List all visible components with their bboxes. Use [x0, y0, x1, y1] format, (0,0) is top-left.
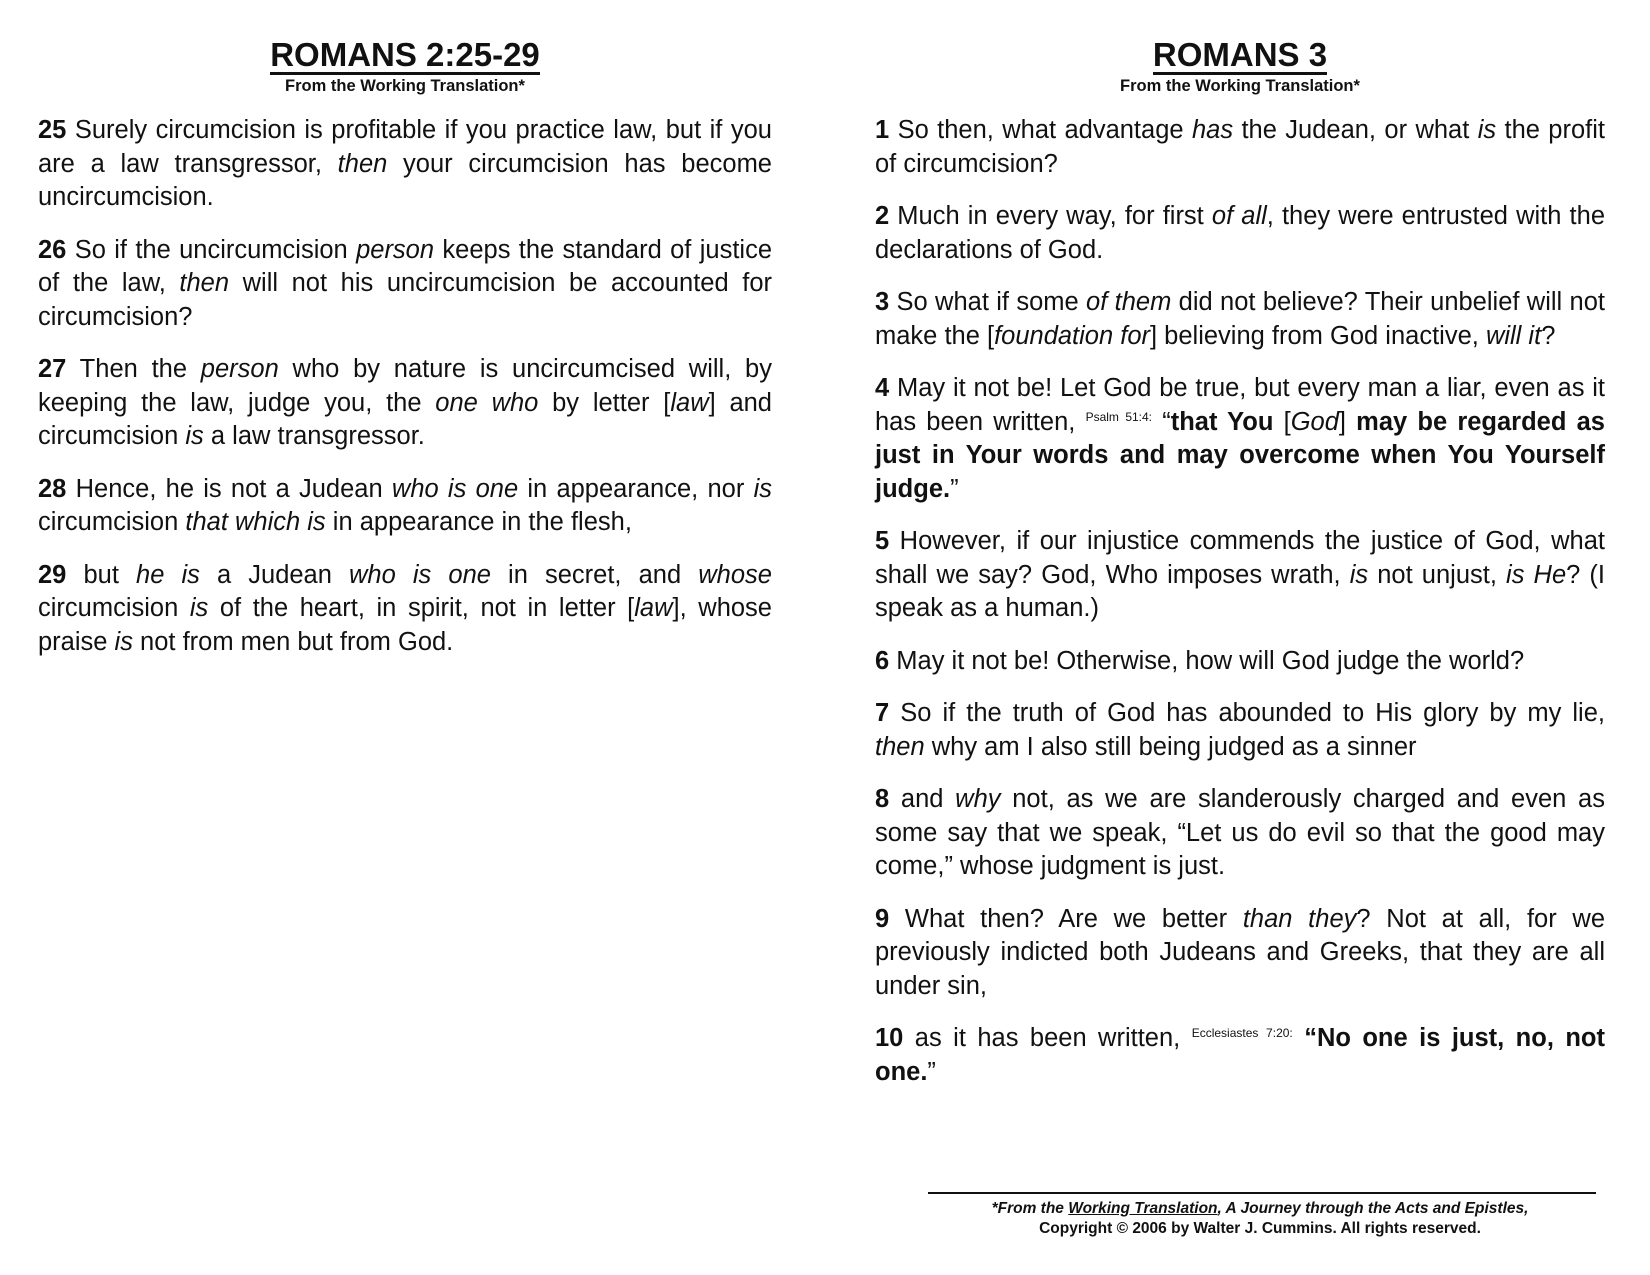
verse-text: but: [66, 560, 137, 589]
verse-text: will it: [1485, 321, 1542, 350]
page-title: ROMANS 2:25-29: [270, 36, 540, 73]
verse-text: circumcision: [38, 594, 190, 622]
verse-text: is: [185, 422, 204, 450]
verse-text: ? Not at all, for we previously indicted both Judeans and Greeks, that they are all under sin,: [875, 904, 1606, 1000]
verse-text: in appearance in the flesh,: [325, 508, 632, 536]
verse: [875, 645, 1605, 679]
verse-text: that which is: [185, 508, 326, 536]
working-translation-link: Working Translation: [1068, 1200, 1218, 1217]
verse: [38, 234, 772, 335]
verse-text: is: [189, 594, 209, 622]
verse: [875, 286, 1605, 353]
verse-text: of the heart, in spirit, not in letter [: [208, 594, 635, 622]
verse-text: keeps the standard of justice of the law,: [38, 235, 773, 297]
verse-text: is: [114, 627, 133, 656]
verse-text: he is: [136, 560, 200, 589]
verse-text: that You: [1170, 407, 1284, 436]
left-page-header: [38, 38, 772, 96]
verse-text: [1293, 1024, 1304, 1052]
verse: [875, 697, 1605, 764]
verse-list: [875, 114, 1605, 1089]
verse-text: “: [1152, 407, 1171, 436]
verse-number: 27: [38, 355, 67, 383]
verse-text: ], whose praise: [38, 594, 772, 656]
verse-text: not, as we are slanderously charged and even as some say that we speak, “Let us do evil so that the good may come,” whose judgment is just.: [875, 785, 1605, 880]
verse-text: may be regarded as just in Your words and may overcome when You Yourself judge.: [875, 407, 1605, 503]
verse-number: 29: [38, 560, 67, 589]
verse-text: then: [337, 149, 388, 178]
verse-number: 6: [875, 646, 890, 675]
verse: [38, 559, 772, 660]
verse-text: circumcision: [38, 508, 186, 536]
verse-number: 26: [38, 235, 67, 264]
verse-text: Hence, he is not a Judean: [66, 474, 392, 503]
verse-text: ]: [1338, 407, 1357, 436]
verse-text: your circumcision has become uncircumcision.: [38, 149, 772, 211]
scripture-reference: Psalm 51:4:: [1085, 409, 1153, 424]
verse-text: law: [634, 594, 673, 622]
footer-suffix: , A Journey through the Acts and Epistles,: [1217, 1200, 1529, 1217]
verse: [38, 473, 772, 540]
verse-text: the profit of circumcision?: [875, 116, 1605, 178]
verse-text: in secret, and: [490, 560, 699, 589]
verse-text: ”: [950, 474, 959, 503]
verse-text: person: [356, 235, 435, 264]
verse-text: who is one: [391, 474, 519, 503]
verse-text: of all: [1211, 202, 1267, 230]
verse-text: is: [753, 474, 772, 503]
verse-text: then: [875, 732, 925, 761]
verse-text: What then? Are we better: [889, 904, 1243, 933]
footer-prefix: *From the: [991, 1200, 1069, 1217]
verse-text: ] believing from God inactive,: [1150, 321, 1486, 350]
verse-text: Then the: [66, 355, 201, 383]
verse-text: God: [1290, 407, 1339, 436]
verse-text: May it not be! Let God be true, but every man a liar, even as it has been written,: [875, 374, 1605, 436]
verse-text: a law transgressor.: [203, 422, 425, 450]
verse-text: ? (I speak as a human.): [875, 560, 1606, 622]
verse-number: 1: [875, 116, 890, 144]
verse-text: “No one is just, no, not one.: [875, 1024, 1605, 1086]
verse: [875, 1022, 1605, 1089]
verse-number: 5: [875, 527, 890, 555]
verse-text: the Judean, or what: [1233, 116, 1478, 144]
verse-text: then: [179, 269, 230, 297]
verse-text: Surely circumcision is profitable if you practice law, but if you are a law transgressor,: [38, 116, 772, 178]
verse-text: a Judean: [199, 560, 350, 589]
verse-text: So if the uncircumcision: [66, 235, 357, 264]
verse-text: is: [1349, 560, 1369, 589]
right-page: [875, 38, 1605, 1108]
verse: [875, 903, 1605, 1004]
page-subtitle: From the Working Translation*: [285, 77, 525, 95]
scripture-reference: Ecclesiastes 7:20:: [1191, 1026, 1293, 1040]
verse-text: ] and circumcision: [38, 388, 772, 450]
verse-number: 8: [875, 785, 890, 813]
verse-text: is He: [1506, 560, 1567, 589]
verse-number: 3: [875, 288, 890, 316]
verse: [875, 783, 1605, 884]
verse-number: 4: [875, 374, 890, 402]
verse-text: So then, what advantage: [889, 116, 1192, 144]
verse-number: 7: [875, 699, 890, 727]
verse: [38, 114, 772, 215]
verse-text: , they were entrusted with the declarations of God.: [875, 202, 1605, 264]
verse-list: [38, 114, 772, 659]
verse-number: 28: [38, 474, 67, 503]
verse-text: not unjust,: [1368, 560, 1507, 589]
verse-text: Much in every way, for first: [889, 202, 1212, 230]
verse: [875, 372, 1605, 506]
verse-text: foundation for: [994, 321, 1151, 350]
verse-text: of them: [1086, 288, 1172, 316]
verse-text: will not his uncircumcision be accounted for circumcision?: [38, 269, 772, 331]
verse-text: not from men but from God.: [132, 627, 454, 656]
verse-text: who by nature is uncircumcised will, by keeping the law, judge you, the: [38, 355, 772, 417]
footer-line-2: Copyright © 2006 by Walter J. Cummins. All rights reserved.: [1039, 1220, 1481, 1237]
verse-text: So if the truth of God has abounded to His glory by my lie,: [889, 699, 1605, 727]
verse-number: 2: [875, 202, 890, 230]
verse-number: 9: [875, 904, 890, 933]
verse-text: who is one: [349, 560, 491, 589]
verse-text: why am I also still being judged as a sinner: [924, 732, 1417, 761]
verse-text: ?: [1541, 321, 1556, 350]
verse: [875, 114, 1605, 181]
verse-text: than they: [1242, 904, 1357, 933]
verse-text: as it has been written,: [903, 1024, 1192, 1052]
verse-number: 10: [875, 1024, 904, 1052]
verse-text: is: [1477, 116, 1497, 144]
verse-text: However, if our injustice commends the justice of God, what shall we say? God, Who imposes wrath,: [875, 527, 1605, 589]
copyright-footer: [900, 1199, 1620, 1239]
verse-text: law: [670, 388, 709, 417]
verse-text: ”: [927, 1057, 936, 1086]
verse: [38, 353, 772, 454]
verse-text: and: [889, 785, 956, 813]
page-subtitle: From the Working Translation*: [1120, 77, 1360, 95]
verse-text: So what if some: [889, 288, 1087, 316]
verse: [875, 200, 1605, 267]
verse-text: [: [1283, 407, 1291, 436]
verse: [875, 525, 1605, 626]
footer-divider: [928, 1192, 1596, 1194]
verse-text: person: [200, 355, 279, 383]
verse-text: May it not be! Otherwise, how will God judge the world?: [889, 646, 1525, 675]
verse-number: 25: [38, 116, 67, 144]
footer-line-1: [900, 1199, 1620, 1219]
verse-text: did not believe? Their unbelief will not make the [: [875, 288, 1605, 350]
verse-text: has: [1191, 116, 1234, 144]
verse-text: by letter [: [538, 388, 671, 417]
verse-text: one who: [435, 388, 539, 417]
page-title: ROMANS 3: [1152, 36, 1328, 73]
verse-text: why: [955, 785, 1001, 813]
right-page-header: [875, 38, 1605, 96]
left-page: [38, 38, 772, 678]
verse-text: in appearance, nor: [518, 474, 754, 503]
verse-text: whose: [698, 560, 772, 589]
